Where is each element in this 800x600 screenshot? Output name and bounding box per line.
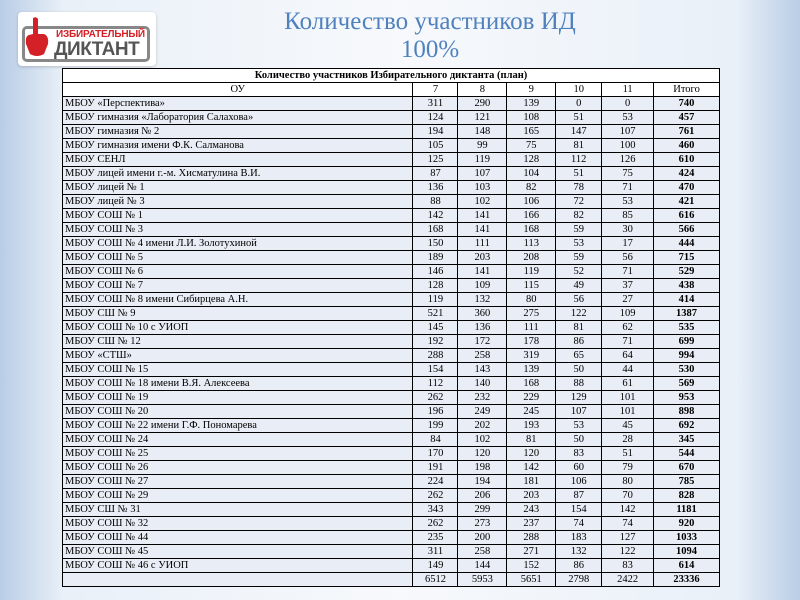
grade-7-cell: 146 bbox=[413, 265, 458, 279]
grade-11-cell: 109 bbox=[602, 307, 654, 321]
grade-11-cell: 17 bbox=[602, 237, 654, 251]
row-total-cell: 544 bbox=[654, 447, 720, 461]
grade-10-cell: 59 bbox=[556, 223, 602, 237]
grade-7-cell: 149 bbox=[413, 559, 458, 573]
grade-8-cell: 198 bbox=[458, 461, 507, 475]
grade-11-cell: 62 bbox=[602, 321, 654, 335]
row-total-cell: 699 bbox=[654, 335, 720, 349]
table-row bbox=[63, 251, 720, 265]
grade-7-cell: 119 bbox=[413, 293, 458, 307]
row-total-cell: 566 bbox=[654, 223, 720, 237]
school-name-cell: МБОУ СЕНЛ bbox=[63, 153, 413, 167]
row-total-cell: 530 bbox=[654, 363, 720, 377]
table-caption-row bbox=[63, 69, 720, 83]
school-name-cell: МБОУ СШ № 9 bbox=[63, 307, 413, 321]
title-line2: 100% bbox=[400, 36, 460, 63]
grade-7-cell: 262 bbox=[413, 517, 458, 531]
grade-9-cell: 237 bbox=[507, 517, 556, 531]
table-row bbox=[63, 489, 720, 503]
grade-10-cell: 59 bbox=[556, 251, 602, 265]
school-name-cell: МБОУ СОШ № 32 bbox=[63, 517, 413, 531]
row-total-cell: 670 bbox=[654, 461, 720, 475]
grade-11-cell: 122 bbox=[602, 545, 654, 559]
grade-10-cell: 86 bbox=[556, 335, 602, 349]
grade-11-cell: 53 bbox=[602, 111, 654, 125]
logo-text-line2: ДИКТАНТ bbox=[54, 39, 140, 60]
grade-11-cell: 53 bbox=[602, 195, 654, 209]
grade-8-cell: 141 bbox=[458, 209, 507, 223]
row-total-cell: 898 bbox=[654, 405, 720, 419]
grade-11-cell: 71 bbox=[602, 335, 654, 349]
row-total-cell: 692 bbox=[654, 419, 720, 433]
table-row bbox=[63, 153, 720, 167]
grade-11-cell: 64 bbox=[602, 349, 654, 363]
school-name-cell: МБОУ СОШ № 45 bbox=[63, 545, 413, 559]
row-total-cell: 460 bbox=[654, 139, 720, 153]
table-row bbox=[63, 237, 720, 251]
grade-11-cell: 75 bbox=[602, 167, 654, 181]
table-row bbox=[63, 475, 720, 489]
school-name-cell: МБОУ гимназия «Лаборатория Салахова» bbox=[63, 111, 413, 125]
grade-10-cell: 88 bbox=[556, 377, 602, 391]
grade-7-cell: 199 bbox=[413, 419, 458, 433]
grade-7-cell: 191 bbox=[413, 461, 458, 475]
grade-11-cell: 85 bbox=[602, 209, 654, 223]
school-name-cell: МБОУ СОШ № 26 bbox=[63, 461, 413, 475]
grade-11-cell: 74 bbox=[602, 517, 654, 531]
grade-8-cell: 136 bbox=[458, 321, 507, 335]
table-row bbox=[63, 419, 720, 433]
grade-11-cell: 30 bbox=[602, 223, 654, 237]
grade-8-cell: 203 bbox=[458, 251, 507, 265]
row-total-cell: 761 bbox=[654, 125, 720, 139]
grade-11-cell: 28 bbox=[602, 433, 654, 447]
grade-7-cell: 87 bbox=[413, 167, 458, 181]
row-total-cell: 616 bbox=[654, 209, 720, 223]
grade-8-cell: 119 bbox=[458, 153, 507, 167]
table-row bbox=[63, 167, 720, 181]
grade-8-cell: 140 bbox=[458, 377, 507, 391]
grade-10-cell: 147 bbox=[556, 125, 602, 139]
grade-10-cell: 56 bbox=[556, 293, 602, 307]
grade-11-cell: 44 bbox=[602, 363, 654, 377]
row-total-cell: 424 bbox=[654, 167, 720, 181]
grade-7-cell: 192 bbox=[413, 335, 458, 349]
grade-11-cell: 27 bbox=[602, 293, 654, 307]
grade-7-cell: 262 bbox=[413, 489, 458, 503]
row-total-cell: 828 bbox=[654, 489, 720, 503]
grade-7-cell: 194 bbox=[413, 125, 458, 139]
table-row bbox=[63, 293, 720, 307]
grade-9-cell: 275 bbox=[507, 307, 556, 321]
row-total-cell: 23336 bbox=[654, 573, 720, 587]
school-name-cell: МБОУ лицей имени г.-м. Хисматулина В.И. bbox=[63, 167, 413, 181]
table-row bbox=[63, 461, 720, 475]
grade-11-cell: 79 bbox=[602, 461, 654, 475]
header-total: Итого bbox=[654, 83, 720, 97]
school-name-cell: МБОУ СОШ № 6 bbox=[63, 265, 413, 279]
table-row bbox=[63, 307, 720, 321]
row-total-cell: 740 bbox=[654, 97, 720, 111]
school-name-cell: МБОУ СОШ № 27 bbox=[63, 475, 413, 489]
table-total-row bbox=[63, 573, 720, 587]
grade-10-cell: 81 bbox=[556, 321, 602, 335]
grade-10-cell: 72 bbox=[556, 195, 602, 209]
grade-8-cell: 120 bbox=[458, 447, 507, 461]
grade-10-cell: 53 bbox=[556, 419, 602, 433]
grade-11-cell: 107 bbox=[602, 125, 654, 139]
row-total-cell: 614 bbox=[654, 559, 720, 573]
grade-10-cell: 53 bbox=[556, 237, 602, 251]
grade-10-cell: 112 bbox=[556, 153, 602, 167]
grade-10-cell: 65 bbox=[556, 349, 602, 363]
grade-10-cell: 51 bbox=[556, 167, 602, 181]
grade-8-cell: 143 bbox=[458, 363, 507, 377]
grade-11-cell: 126 bbox=[602, 153, 654, 167]
grade-9-cell: 229 bbox=[507, 391, 556, 405]
grade-10-cell: 49 bbox=[556, 279, 602, 293]
grade-8-cell: 360 bbox=[458, 307, 507, 321]
grade-11-cell: 0 bbox=[602, 97, 654, 111]
grade-10-cell: 60 bbox=[556, 461, 602, 475]
grade-7-cell: 288 bbox=[413, 349, 458, 363]
grade-7-cell: 84 bbox=[413, 433, 458, 447]
row-total-cell: 414 bbox=[654, 293, 720, 307]
grade-7-cell: 311 bbox=[413, 97, 458, 111]
school-name-cell: МБОУ гимназия имени Ф.К. Салманова bbox=[63, 139, 413, 153]
grade-10-cell: 51 bbox=[556, 111, 602, 125]
grade-7-cell: 262 bbox=[413, 391, 458, 405]
grade-9-cell: 104 bbox=[507, 167, 556, 181]
grade-9-cell: 115 bbox=[507, 279, 556, 293]
table-row bbox=[63, 195, 720, 209]
school-name-cell: МБОУ СОШ № 3 bbox=[63, 223, 413, 237]
grade-10-cell: 86 bbox=[556, 559, 602, 573]
school-name-cell bbox=[63, 573, 413, 587]
school-name-cell: МБОУ СОШ № 15 bbox=[63, 363, 413, 377]
title-line1: Количество участников ИД bbox=[284, 8, 576, 35]
grade-11-cell: 83 bbox=[602, 559, 654, 573]
table-row bbox=[63, 223, 720, 237]
school-name-cell: МБОУ СОШ № 8 имени Сибирцева А.Н. bbox=[63, 293, 413, 307]
grade-7-cell: 168 bbox=[413, 223, 458, 237]
grade-10-cell: 2798 bbox=[556, 573, 602, 587]
grade-8-cell: 206 bbox=[458, 489, 507, 503]
grade-9-cell: 142 bbox=[507, 461, 556, 475]
grade-8-cell: 290 bbox=[458, 97, 507, 111]
grade-7-cell: 6512 bbox=[413, 573, 458, 587]
grade-8-cell: 5953 bbox=[458, 573, 507, 587]
row-total-cell: 920 bbox=[654, 517, 720, 531]
grade-11-cell: 2422 bbox=[602, 573, 654, 587]
table-row bbox=[63, 363, 720, 377]
slide-title bbox=[200, 8, 660, 64]
row-total-cell: 715 bbox=[654, 251, 720, 265]
grade-8-cell: 107 bbox=[458, 167, 507, 181]
table-row bbox=[63, 349, 720, 363]
grade-10-cell: 132 bbox=[556, 545, 602, 559]
grade-9-cell: 193 bbox=[507, 419, 556, 433]
grade-7-cell: 124 bbox=[413, 111, 458, 125]
school-name-cell: МБОУ СОШ № 44 bbox=[63, 531, 413, 545]
header-grade-7: 7 bbox=[413, 83, 458, 97]
grade-8-cell: 121 bbox=[458, 111, 507, 125]
school-name-cell: МБОУ гимназия № 2 bbox=[63, 125, 413, 139]
grade-9-cell: 245 bbox=[507, 405, 556, 419]
grade-7-cell: 150 bbox=[413, 237, 458, 251]
grade-8-cell: 299 bbox=[458, 503, 507, 517]
school-name-cell: МБОУ СШ № 12 bbox=[63, 335, 413, 349]
grade-7-cell: 235 bbox=[413, 531, 458, 545]
row-total-cell: 535 bbox=[654, 321, 720, 335]
school-name-cell: МБОУ СОШ № 22 имени Г.Ф. Пономарева bbox=[63, 419, 413, 433]
table-row bbox=[63, 279, 720, 293]
table-row bbox=[63, 433, 720, 447]
grade-9-cell: 203 bbox=[507, 489, 556, 503]
grade-8-cell: 232 bbox=[458, 391, 507, 405]
grade-10-cell: 50 bbox=[556, 433, 602, 447]
grade-9-cell: 119 bbox=[507, 265, 556, 279]
row-total-cell: 470 bbox=[654, 181, 720, 195]
school-name-cell: МБОУ СОШ № 1 bbox=[63, 209, 413, 223]
grade-10-cell: 107 bbox=[556, 405, 602, 419]
grade-9-cell: 178 bbox=[507, 335, 556, 349]
school-name-cell: МБОУ «Перспектива» bbox=[63, 97, 413, 111]
grade-9-cell: 75 bbox=[507, 139, 556, 153]
grade-9-cell: 120 bbox=[507, 447, 556, 461]
grade-9-cell: 128 bbox=[507, 153, 556, 167]
grade-11-cell: 101 bbox=[602, 391, 654, 405]
grade-7-cell: 343 bbox=[413, 503, 458, 517]
grade-9-cell: 152 bbox=[507, 559, 556, 573]
grade-11-cell: 101 bbox=[602, 405, 654, 419]
table-row bbox=[63, 111, 720, 125]
participants-table bbox=[62, 68, 720, 587]
grade-9-cell: 271 bbox=[507, 545, 556, 559]
grade-8-cell: 103 bbox=[458, 181, 507, 195]
grade-7-cell: 196 bbox=[413, 405, 458, 419]
grade-7-cell: 142 bbox=[413, 209, 458, 223]
grade-9-cell: 243 bbox=[507, 503, 556, 517]
header-school: ОУ bbox=[63, 83, 413, 97]
table-row bbox=[63, 391, 720, 405]
grade-8-cell: 258 bbox=[458, 349, 507, 363]
row-total-cell: 610 bbox=[654, 153, 720, 167]
grade-9-cell: 139 bbox=[507, 97, 556, 111]
grade-9-cell: 288 bbox=[507, 531, 556, 545]
grade-8-cell: 148 bbox=[458, 125, 507, 139]
grade-8-cell: 172 bbox=[458, 335, 507, 349]
school-name-cell: МБОУ СОШ № 18 имени В.Я. Алексеева bbox=[63, 377, 413, 391]
grade-7-cell: 170 bbox=[413, 447, 458, 461]
school-name-cell: МБОУ СОШ № 24 bbox=[63, 433, 413, 447]
row-total-cell: 457 bbox=[654, 111, 720, 125]
grade-11-cell: 56 bbox=[602, 251, 654, 265]
header-grade-10: 10 bbox=[556, 83, 602, 97]
grade-8-cell: 141 bbox=[458, 223, 507, 237]
grade-11-cell: 127 bbox=[602, 531, 654, 545]
row-total-cell: 1094 bbox=[654, 545, 720, 559]
grade-10-cell: 81 bbox=[556, 139, 602, 153]
grade-9-cell: 113 bbox=[507, 237, 556, 251]
row-total-cell: 569 bbox=[654, 377, 720, 391]
row-total-cell: 953 bbox=[654, 391, 720, 405]
grade-7-cell: 224 bbox=[413, 475, 458, 489]
table-row bbox=[63, 181, 720, 195]
school-name-cell: МБОУ СОШ № 46 с УИОП bbox=[63, 559, 413, 573]
table-row bbox=[63, 517, 720, 531]
row-total-cell: 1033 bbox=[654, 531, 720, 545]
grade-8-cell: 273 bbox=[458, 517, 507, 531]
row-total-cell: 529 bbox=[654, 265, 720, 279]
row-total-cell: 785 bbox=[654, 475, 720, 489]
grade-9-cell: 208 bbox=[507, 251, 556, 265]
grade-9-cell: 168 bbox=[507, 377, 556, 391]
grade-8-cell: 102 bbox=[458, 195, 507, 209]
row-total-cell: 994 bbox=[654, 349, 720, 363]
table-row bbox=[63, 321, 720, 335]
grade-9-cell: 165 bbox=[507, 125, 556, 139]
grade-10-cell: 183 bbox=[556, 531, 602, 545]
grade-11-cell: 71 bbox=[602, 265, 654, 279]
grade-10-cell: 52 bbox=[556, 265, 602, 279]
school-name-cell: МБОУ СОШ № 25 bbox=[63, 447, 413, 461]
grade-7-cell: 112 bbox=[413, 377, 458, 391]
grade-8-cell: 144 bbox=[458, 559, 507, 573]
table-row bbox=[63, 335, 720, 349]
school-name-cell: МБОУ СОШ № 29 bbox=[63, 489, 413, 503]
grade-8-cell: 109 bbox=[458, 279, 507, 293]
school-name-cell: МБОУ СШ № 31 bbox=[63, 503, 413, 517]
row-total-cell: 444 bbox=[654, 237, 720, 251]
row-total-cell: 345 bbox=[654, 433, 720, 447]
table-row bbox=[63, 139, 720, 153]
grade-8-cell: 141 bbox=[458, 265, 507, 279]
table-row bbox=[63, 97, 720, 111]
grade-7-cell: 88 bbox=[413, 195, 458, 209]
grade-7-cell: 125 bbox=[413, 153, 458, 167]
school-name-cell: МБОУ СОШ № 20 bbox=[63, 405, 413, 419]
school-name-cell: МБОУ СОШ № 19 bbox=[63, 391, 413, 405]
header-grade-11: 11 bbox=[602, 83, 654, 97]
table-caption: Количество участников Избирательного диктанта (план) bbox=[63, 69, 720, 83]
logo-text-line1: ИЗБИРАТЕЛЬНЫЙ bbox=[56, 29, 145, 40]
school-name-cell: МБОУ СОШ № 4 имени Л.И. Золотухиной bbox=[63, 237, 413, 251]
grade-7-cell: 128 bbox=[413, 279, 458, 293]
grade-8-cell: 258 bbox=[458, 545, 507, 559]
table-row bbox=[63, 265, 720, 279]
school-name-cell: МБОУ «СТШ» bbox=[63, 349, 413, 363]
grade-8-cell: 249 bbox=[458, 405, 507, 419]
table-row bbox=[63, 405, 720, 419]
school-name-cell: МБОУ лицей № 3 bbox=[63, 195, 413, 209]
table-header-row bbox=[63, 83, 720, 97]
grade-8-cell: 132 bbox=[458, 293, 507, 307]
grade-10-cell: 154 bbox=[556, 503, 602, 517]
grade-9-cell: 319 bbox=[507, 349, 556, 363]
table-row bbox=[63, 503, 720, 517]
grade-7-cell: 105 bbox=[413, 139, 458, 153]
table-row bbox=[63, 559, 720, 573]
table-row bbox=[63, 545, 720, 559]
grade-8-cell: 202 bbox=[458, 419, 507, 433]
school-name-cell: МБОУ СОШ № 10 с УИОП bbox=[63, 321, 413, 335]
grade-7-cell: 521 bbox=[413, 307, 458, 321]
grade-11-cell: 142 bbox=[602, 503, 654, 517]
grade-7-cell: 145 bbox=[413, 321, 458, 335]
grade-9-cell: 168 bbox=[507, 223, 556, 237]
header-grade-8: 8 bbox=[458, 83, 507, 97]
grade-10-cell: 106 bbox=[556, 475, 602, 489]
grade-10-cell: 50 bbox=[556, 363, 602, 377]
grade-11-cell: 51 bbox=[602, 447, 654, 461]
table-row bbox=[63, 531, 720, 545]
row-total-cell: 1181 bbox=[654, 503, 720, 517]
grade-10-cell: 129 bbox=[556, 391, 602, 405]
grade-8-cell: 111 bbox=[458, 237, 507, 251]
school-name-cell: МБОУ лицей № 1 bbox=[63, 181, 413, 195]
grade-9-cell: 5651 bbox=[507, 573, 556, 587]
school-name-cell: МБОУ СОШ № 5 bbox=[63, 251, 413, 265]
grade-9-cell: 139 bbox=[507, 363, 556, 377]
grade-7-cell: 136 bbox=[413, 181, 458, 195]
grade-9-cell: 80 bbox=[507, 293, 556, 307]
grade-11-cell: 70 bbox=[602, 489, 654, 503]
grade-8-cell: 102 bbox=[458, 433, 507, 447]
grade-9-cell: 106 bbox=[507, 195, 556, 209]
row-total-cell: 421 bbox=[654, 195, 720, 209]
grade-10-cell: 87 bbox=[556, 489, 602, 503]
school-name-cell: МБОУ СОШ № 7 bbox=[63, 279, 413, 293]
logo bbox=[18, 12, 156, 66]
table-row bbox=[63, 377, 720, 391]
grade-9-cell: 82 bbox=[507, 181, 556, 195]
table-row bbox=[63, 447, 720, 461]
grade-10-cell: 0 bbox=[556, 97, 602, 111]
grade-11-cell: 37 bbox=[602, 279, 654, 293]
table-row bbox=[63, 209, 720, 223]
grade-11-cell: 61 bbox=[602, 377, 654, 391]
grade-11-cell: 100 bbox=[602, 139, 654, 153]
grade-11-cell: 45 bbox=[602, 419, 654, 433]
grade-11-cell: 80 bbox=[602, 475, 654, 489]
grade-10-cell: 74 bbox=[556, 517, 602, 531]
row-total-cell: 1387 bbox=[654, 307, 720, 321]
grade-8-cell: 200 bbox=[458, 531, 507, 545]
grade-8-cell: 99 bbox=[458, 139, 507, 153]
grade-10-cell: 83 bbox=[556, 447, 602, 461]
header-grade-9: 9 bbox=[507, 83, 556, 97]
grade-7-cell: 311 bbox=[413, 545, 458, 559]
grade-9-cell: 81 bbox=[507, 433, 556, 447]
grade-9-cell: 111 bbox=[507, 321, 556, 335]
grade-10-cell: 82 bbox=[556, 209, 602, 223]
grade-9-cell: 181 bbox=[507, 475, 556, 489]
grade-7-cell: 189 bbox=[413, 251, 458, 265]
grade-11-cell: 71 bbox=[602, 181, 654, 195]
raised-hand-icon bbox=[24, 16, 50, 58]
grade-7-cell: 154 bbox=[413, 363, 458, 377]
table-row bbox=[63, 125, 720, 139]
grade-8-cell: 194 bbox=[458, 475, 507, 489]
grade-9-cell: 166 bbox=[507, 209, 556, 223]
grade-10-cell: 78 bbox=[556, 181, 602, 195]
grade-9-cell: 108 bbox=[507, 111, 556, 125]
row-total-cell: 438 bbox=[654, 279, 720, 293]
grade-10-cell: 122 bbox=[556, 307, 602, 321]
